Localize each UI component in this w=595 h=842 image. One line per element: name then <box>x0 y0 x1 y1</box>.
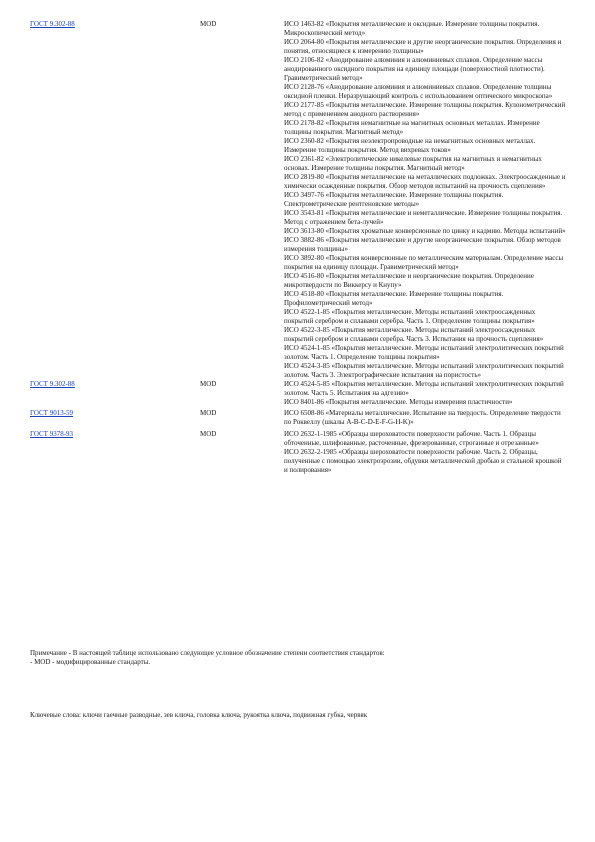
iso-entry: ИСО 1463-82 «Покрытия металлические и оксидные. Измерение толщины покрытия. Микроскопический метод» <box>284 20 540 37</box>
note-line: - MOD - модифицированные стандарты. <box>30 658 151 666</box>
degree-cell: MOD <box>200 409 217 417</box>
gost-link[interactable]: ГОСТ 9378-93 <box>30 430 74 438</box>
degree-cell: MOD <box>200 20 217 28</box>
iso-entry: ИСО 4522-3-85 «Покрытия металлические. Методы испытаний электроосажденных покрытий серебром и сплавами серебра. Часть 3. Испытания на прочность сцепления» <box>284 326 544 343</box>
iso-entry: ИСО 2360-82 «Покрытия неэлектропроводные на немагнитных основных металлах. Измерение толщины покрытия. Метод вихревых токов» <box>284 137 536 154</box>
iso-cell <box>284 430 566 475</box>
iso-entry: ИСО 3882-86 «Покрытия металлические и другие неорганические покрытия. Обзор методов измерения толщины» <box>284 236 561 253</box>
iso-cell <box>284 380 566 407</box>
iso-entry: ИСО 2106-82 «Анодирование алюминия и алюминиевых сплавов. Определение массы анодированного оксидного покрытия на единицу площади (поверхностной плотности). Гравиметрический метод» <box>284 56 545 82</box>
iso-entry: ИСО 6508-86 «Материалы металлические. Испытание на твердость. Определение твердости по Роквеллу (шкалы A-B-C-D-E-F-G-H-K)» <box>284 409 561 426</box>
table-row <box>30 20 570 380</box>
degree-cell: MOD <box>200 380 217 388</box>
references-table <box>30 20 570 475</box>
iso-entry: ИСО 4524-5-85 «Покрытия металлические. Методы испытаний электролитических покрытий золотом. Часть 5. Испытания на адгезию» <box>284 380 564 397</box>
iso-entry: ИСО 4524-1-85 «Покрытия металлические. Методы испытаний электролитических покрытий золотом. Часть 1. Определение толщины покрытия» <box>284 344 564 361</box>
iso-entry: ИСО 2361-82 «Электролитические никелевые покрытия на магнитных и немагнитных основах. Измерение толщины покрытия. Магнитный метод» <box>284 155 542 172</box>
gost-link[interactable]: ГОСТ 9013-59 <box>30 409 74 417</box>
iso-entry: ИСО 3497-76 «Покрытия металлические. Измерение толщины покрытия. Спектрометрические рентгеновские методы» <box>284 191 504 208</box>
table-row <box>30 380 570 407</box>
iso-entry: ИСО 2819-80 «Покрытия металлические на металлических подложках. Электроосажденные и химически осажденные покрытия. Обзор методов испытаний на прочность сцепления» <box>284 173 566 190</box>
iso-entry: ИСО 4522-1-85 «Покрытия металлические. Методы испытаний электроосажденных покрытий серебром и сплавами серебра. Часть 1. Определение толщины покрытия» <box>284 308 536 325</box>
keywords: Ключевые слова: ключи гаечные разводные, зев ключа, головка ключа, рукоятка ключа, подвижная губка, червяк <box>30 711 368 719</box>
iso-entry: ИСО 2632-1-1985 «Образцы шероховатости поверхности рабочие. Часть 1. Образцы обточенные, шлифованные, расточенные, фрезерованные, строганные и отрезанные» <box>284 430 539 447</box>
gost-link[interactable]: ГОСТ 9.302-88 <box>30 380 75 388</box>
iso-entry: ИСО 2178-82 «Покрытия немагнитные на магнитных основных металлах. Измерение толщины покрытия. Магнитный метод» <box>284 119 540 136</box>
iso-cell <box>284 409 566 427</box>
iso-cell <box>284 20 566 380</box>
table-row <box>30 409 570 427</box>
degree-cell: MOD <box>200 430 217 438</box>
iso-entry: ИСО 4524-3-85 «Покрытия металлические. Методы испытаний электролитических покрытий золотом. Часть 3. Электрографические испытания на пористость» <box>284 362 564 379</box>
iso-entry: ИСО 4518-80 «Покрытия металлические. Измерение толщины покрытия. Профилометрический метод» <box>284 290 504 307</box>
iso-entry: ИСО 3543-81 «Покрытия металлические и неметаллические. Измерение толщины покрытия. Метод с отражением бета-лучей» <box>284 209 563 226</box>
iso-entry: ИСО 3613-80 «Покрытия хроматные конверсионные по цинку и кадмию. Методы испытаний» <box>284 227 566 235</box>
iso-entry: ИСО 2064-80 «Покрытия металлические и другие неорганические покрытия. Определения и понятия, относящиеся к измерению толщины» <box>284 38 562 55</box>
table-note <box>30 649 570 667</box>
gost-link[interactable]: ГОСТ 9.302-88 <box>30 20 75 28</box>
iso-entry: ИСО 3892-80 «Покрытия конверсионные по металлическим материалам. Определение массы покрытия на единицу площади. Гравиметрический метод» <box>284 254 564 271</box>
table-row <box>30 430 570 475</box>
iso-entry: ИСО 2177-85 «Покрытия металлические. Измерение толщины покрытия. Кулонометрический метод с применением анодного растворения» <box>284 101 566 118</box>
iso-entry: ИСО 8401-86 «Покрытия металлические. Методы измерения пластичности» <box>284 398 513 406</box>
iso-entry: ИСО 4516-80 «Покрытия металлические и неорганические покрытия. Определение микротвердости по Виккерсу и Кнупу» <box>284 272 534 289</box>
iso-entry: ИСО 2632-2-1985 «Образцы шероховатости поверхности рабочие. Часть 2. Образцы, полученные с помощью электроэрозии, обдувки металлической дробью и стальной крошкой и полирования» <box>284 448 562 474</box>
note-line: Примечание - В настоящей таблице использовано следующее условное обозначение степени соответствия стандартов: <box>30 649 385 657</box>
iso-entry: ИСО 2128-76 «Анодирование алюминия и алюминиевых сплавов. Определение толщины оксидной пленки. Неразрушающий контроль с использованием оптического микроскопа» <box>284 83 553 100</box>
